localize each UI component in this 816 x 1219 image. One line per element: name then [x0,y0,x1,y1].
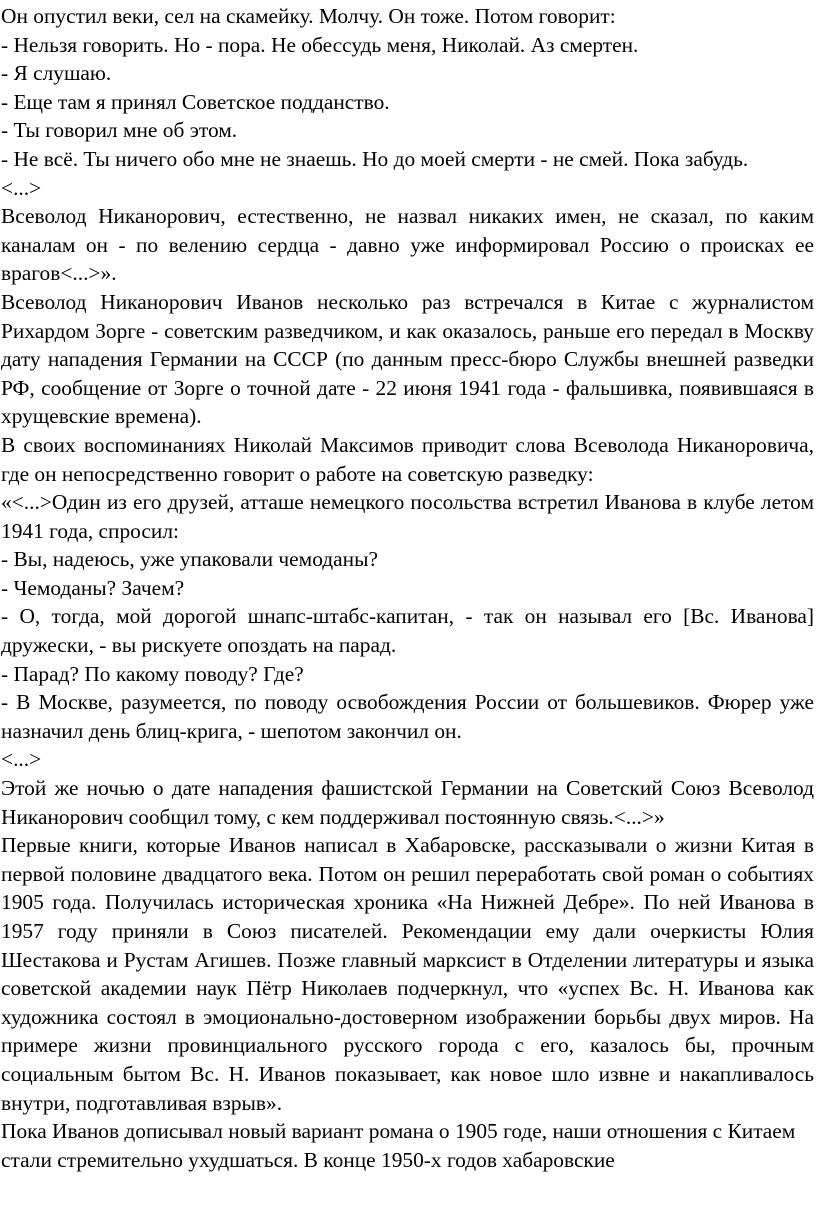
body-paragraph: Всеволод Никанорович Иванов несколько раз встречался в Китае с журналистом Рихардом Зорге - советским разведчиком, и как оказалось, раньше его передал в Москву дату нападения Германии на СССР (по данным пресс-бюро Службы внешней разведки РФ, сообщение от Зорге о точной дате - 22 июня 1941 года - фальшивка, появившаяся в хрущевские времена). [1,289,814,429]
dialogue-intro-paragraph: Он опустил веки, сел на скамейку. Молчу. Он тоже. Потом говорит: [1,4,616,28]
omission-marker: <...> [1,747,42,772]
omission-marker: <...> [1,175,42,200]
body-paragraph: В своих воспоминаниях Николай Максимов приводит слова Всеволода Никаноровича, где он непосредственно говорит о работе на советскую разведку: [1,432,814,486]
dialogue-line: - Нельзя говорить. Но - пора. Не обессудь меня, Николай. Аз смертен. [1,32,639,57]
dialogue-line: - О, тогда, мой дорогой шнапс-штабс-капитан, - так он называл его [Вс. Иванова] дружески, - вы рискуете опоздать на парад. [1,604,814,658]
dialogue-line: - Вы, надеюсь, уже упаковали чемоданы? [1,547,378,572]
body-paragraph: Всеволод Никанорович, естественно, не назвал никаких имен, не сказал, по каким каналам он - по велению сердца - давно уже информировал Россию о происках ее врагов<...>». [1,204,814,286]
dialogue-line: - В Москве, разумеется, по поводу освобождения России от большевиков. Фюрер уже назначил день блиц-крига, - шепотом закончил он. [1,690,814,743]
dialogue-line: - Еще там я принял Советское подданство. [1,89,390,114]
dialogue-line: - Чемоданы? Зачем? [1,575,185,600]
body-paragraph: Первые книги, которые Иванов написал в Хабаровске, рассказывали о жизни Китая в первой половине двадцатого века. Потом он решил переработать свой роман о событиях 1905 года. Получилась историческая хроника «На Нижней Дебре». По ней Иванова в 1957 году приняли в Союз писателей. Рекомендации ему дали очеркисты Юлия Шестакова и Рустам Агишев. Позже главный марксист в Отделении литературы и языка советской академии наук Пётр Николаев подчеркнул, что «успех Вс. Н. Иванова как художника состоял в эмоционально-достоверном изображении борьбы двух миров. На примере жизни провинциального русского города с его, казалось бы, прочным социальным бытом Вс. Н. Иванов показывает, как новое шло извне и накапливалось внутри, подготавливая взрыв». [1,833,814,1115]
body-paragraph: Пока Иванов дописывал новый вариант романа о 1905 годе, наши отношения с Китаем стали стремительно ухудшаться. В конце 1950-х годов хабаровские [1,1119,796,1172]
dialogue-line: - Ты говорил мне об этом. [1,118,238,143]
quote-paragraph: «<...>Один из его друзей, атташе немецкого посольства встретил Иванова в клубе летом 1941 года, спросил: [1,490,814,543]
dialogue-line: - Я слушаю. [1,61,112,86]
dialogue-line: - Парад? По какому поводу? Где? [1,661,304,686]
quote-paragraph: Этой же ночью о дате нападения фашистской Германии на Советский Союз Всеволод Никанорович сообщил тому, с кем поддерживал постоянную связь.<...>» [1,776,814,829]
dialogue-line: - Не всё. Ты ничего обо мне не знаешь. Но до моей смерти - не смей. Пока забудь. [1,146,749,171]
